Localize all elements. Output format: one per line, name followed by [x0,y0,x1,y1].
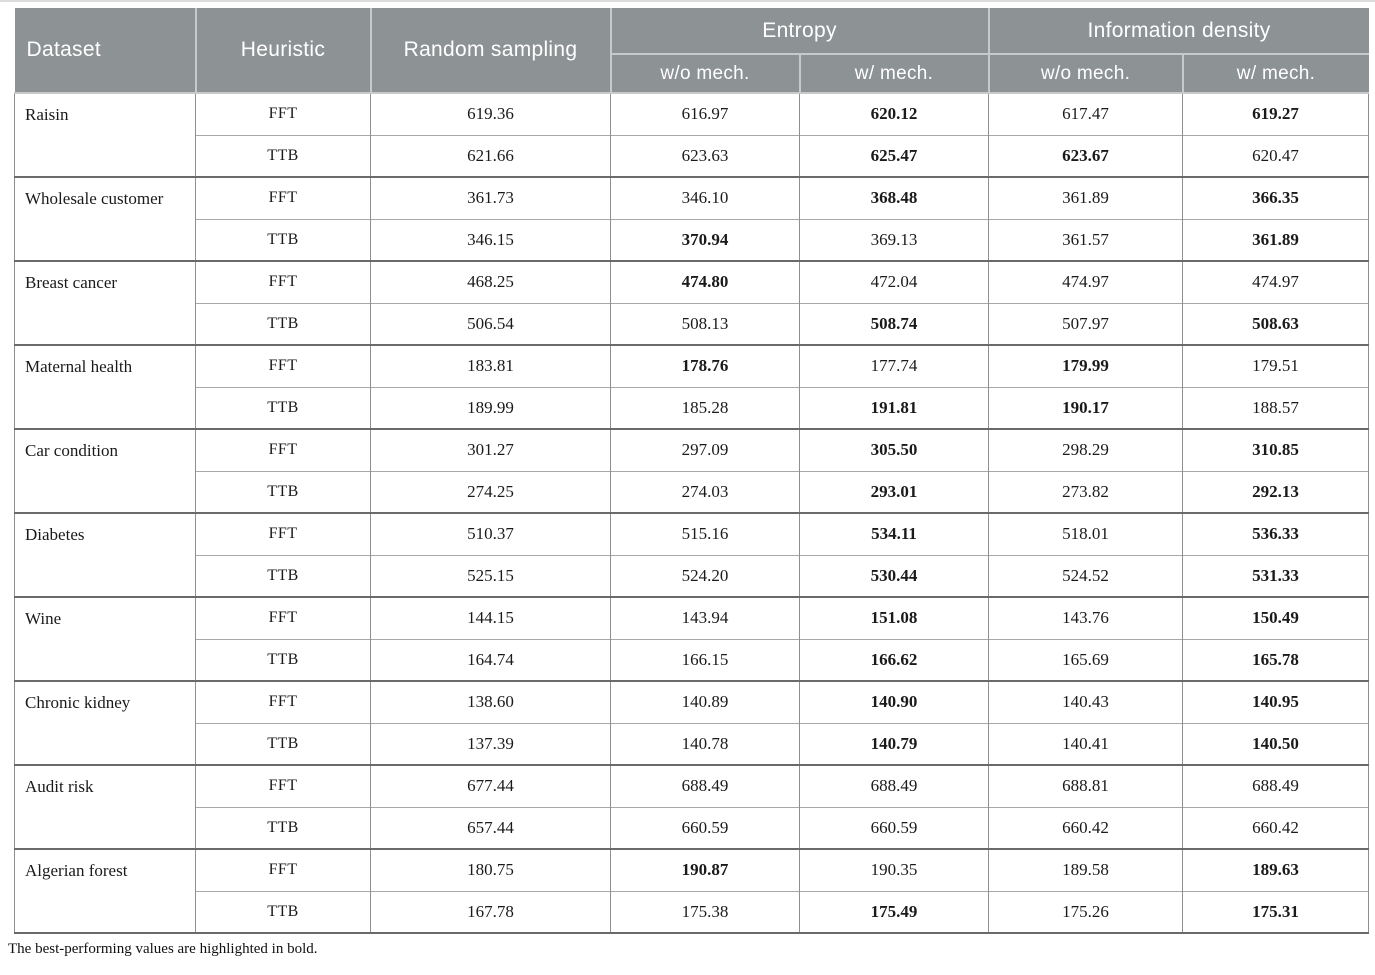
heuristic-cell: TTB [196,807,371,849]
heuristic-cell: FFT [196,597,371,639]
table-row [15,93,1369,135]
value-cell-best: 190.87 [611,849,800,891]
value-cell-best: 508.63 [1183,303,1369,345]
value-cell: 361.57 [989,219,1183,261]
value-cell-best: 150.49 [1183,597,1369,639]
heuristic-cell: TTB [196,135,371,177]
table-row [15,135,1369,177]
table-row [15,681,1369,723]
value-cell: 660.42 [1183,807,1369,849]
value-cell: 688.49 [800,765,989,807]
value-cell-best: 175.49 [800,891,989,933]
value-cell-best: 292.13 [1183,471,1369,513]
heuristic-cell: FFT [196,429,371,471]
value-cell: 507.97 [989,303,1183,345]
dataset-cell: Algerian forest [15,849,196,933]
value-cell: 166.15 [611,639,800,681]
value-cell: 189.58 [989,849,1183,891]
value-cell: 183.81 [371,345,611,387]
value-cell: 688.81 [989,765,1183,807]
value-cell: 660.59 [800,807,989,849]
value-cell-best: 140.90 [800,681,989,723]
value-cell-best: 310.85 [1183,429,1369,471]
value-cell: 623.63 [611,135,800,177]
heuristic-cell: TTB [196,555,371,597]
subheader-infodensity-w-mech: w/ mech. [1183,54,1369,93]
value-cell: 369.13 [800,219,989,261]
table-footnote: The best-performing values are highlighted in bold. [8,941,318,957]
dataset-cell: Breast cancer [15,261,196,345]
value-cell-best: 165.78 [1183,639,1369,681]
value-cell: 617.47 [989,93,1183,135]
value-cell-best: 293.01 [800,471,989,513]
value-cell: 361.73 [371,177,611,219]
heuristic-cell: FFT [196,177,371,219]
table-row [15,177,1369,219]
table-row [15,849,1369,891]
value-cell-best: 531.33 [1183,555,1369,597]
value-cell: 140.89 [611,681,800,723]
value-cell: 660.42 [989,807,1183,849]
heuristic-cell: FFT [196,345,371,387]
value-cell-best: 151.08 [800,597,989,639]
value-cell-best: 191.81 [800,387,989,429]
value-cell: 143.76 [989,597,1183,639]
table-row [15,723,1369,765]
value-cell-best: 166.62 [800,639,989,681]
value-cell: 472.04 [800,261,989,303]
value-cell-best: 175.31 [1183,891,1369,933]
value-cell-best: 474.80 [611,261,800,303]
value-cell: 179.51 [1183,345,1369,387]
heuristic-cell: TTB [196,387,371,429]
value-cell-best: 534.11 [800,513,989,555]
value-cell: 180.75 [371,849,611,891]
table-row [15,345,1369,387]
table-row [15,471,1369,513]
value-cell: 621.66 [371,135,611,177]
value-cell-best: 530.44 [800,555,989,597]
dataset-cell: Diabetes [15,513,196,597]
table-row [15,639,1369,681]
value-cell: 346.10 [611,177,800,219]
value-cell: 657.44 [371,807,611,849]
value-cell-best: 620.12 [800,93,989,135]
dataset-cell: Wine [15,597,196,681]
value-cell: 518.01 [989,513,1183,555]
dataset-cell: Chronic kidney [15,681,196,765]
value-cell: 175.26 [989,891,1183,933]
value-cell: 508.13 [611,303,800,345]
value-cell: 189.99 [371,387,611,429]
value-cell: 188.57 [1183,387,1369,429]
value-cell: 506.54 [371,303,611,345]
value-cell: 143.94 [611,597,800,639]
table-row [15,513,1369,555]
value-cell: 177.74 [800,345,989,387]
heuristic-cell: TTB [196,723,371,765]
value-cell: 525.15 [371,555,611,597]
value-cell: 301.27 [371,429,611,471]
value-cell: 137.39 [371,723,611,765]
subheader-entropy-wo-mech: w/o mech. [611,54,800,93]
heuristic-cell: TTB [196,891,371,933]
column-group-entropy: Entropy [611,8,989,54]
column-header-heuristic: Heuristic [196,8,371,93]
table-body [15,93,1369,933]
table-row [15,765,1369,807]
value-cell: 144.15 [371,597,611,639]
value-cell: 619.36 [371,93,611,135]
value-cell-best: 536.33 [1183,513,1369,555]
value-cell: 164.74 [371,639,611,681]
value-cell: 190.35 [800,849,989,891]
value-cell: 165.69 [989,639,1183,681]
value-cell: 167.78 [371,891,611,933]
value-cell: 510.37 [371,513,611,555]
value-cell: 515.16 [611,513,800,555]
value-cell: 688.49 [1183,765,1369,807]
heuristic-cell: TTB [196,219,371,261]
table-row [15,891,1369,933]
value-cell: 185.28 [611,387,800,429]
heuristic-cell: TTB [196,639,371,681]
column-group-information-density: Information density [989,8,1369,54]
value-cell: 616.97 [611,93,800,135]
value-cell: 140.43 [989,681,1183,723]
table-row [15,387,1369,429]
heuristic-cell: TTB [196,303,371,345]
value-cell: 660.59 [611,807,800,849]
value-cell-best: 189.63 [1183,849,1369,891]
table-row [15,597,1369,639]
value-cell-best: 370.94 [611,219,800,261]
value-cell: 677.44 [371,765,611,807]
dataset-cell: Wholesale customer [15,177,196,261]
heuristic-cell: FFT [196,849,371,891]
value-cell: 474.97 [989,261,1183,303]
value-cell: 273.82 [989,471,1183,513]
value-cell: 524.52 [989,555,1183,597]
column-header-dataset: Dataset [15,8,196,93]
value-cell-best: 623.67 [989,135,1183,177]
value-cell: 140.41 [989,723,1183,765]
value-cell-best: 305.50 [800,429,989,471]
subheader-infodensity-wo-mech: w/o mech. [989,54,1183,93]
value-cell-best: 625.47 [800,135,989,177]
value-cell: 688.49 [611,765,800,807]
heuristic-cell: TTB [196,471,371,513]
table-row [15,429,1369,471]
value-cell-best: 368.48 [800,177,989,219]
value-cell-best: 178.76 [611,345,800,387]
dataset-cell: Audit risk [15,765,196,849]
table-row [15,555,1369,597]
value-cell: 274.25 [371,471,611,513]
table-row [15,807,1369,849]
value-cell: 524.20 [611,555,800,597]
table-header [15,8,1369,93]
table-row [15,261,1369,303]
dataset-cell: Raisin [15,93,196,177]
table-row [15,219,1369,261]
value-cell: 274.03 [611,471,800,513]
value-cell-best: 140.50 [1183,723,1369,765]
value-cell: 298.29 [989,429,1183,471]
value-cell: 138.60 [371,681,611,723]
value-cell-best: 140.95 [1183,681,1369,723]
value-cell-best: 508.74 [800,303,989,345]
value-cell: 175.38 [611,891,800,933]
dataset-cell: Maternal health [15,345,196,429]
heuristic-cell: FFT [196,681,371,723]
heuristic-cell: FFT [196,261,371,303]
value-cell-best: 190.17 [989,387,1183,429]
subheader-entropy-w-mech: w/ mech. [800,54,989,93]
value-cell: 346.15 [371,219,611,261]
value-cell: 140.78 [611,723,800,765]
value-cell-best: 361.89 [1183,219,1369,261]
value-cell: 297.09 [611,429,800,471]
value-cell-best: 179.99 [989,345,1183,387]
value-cell: 474.97 [1183,261,1369,303]
heuristic-cell: FFT [196,93,371,135]
value-cell: 468.25 [371,261,611,303]
value-cell-best: 140.79 [800,723,989,765]
column-header-random-sampling: Random sampling [371,8,611,93]
results-table [14,8,1369,934]
table-row [15,303,1369,345]
value-cell: 361.89 [989,177,1183,219]
value-cell: 620.47 [1183,135,1369,177]
dataset-cell: Car condition [15,429,196,513]
heuristic-cell: FFT [196,765,371,807]
value-cell-best: 619.27 [1183,93,1369,135]
value-cell-best: 366.35 [1183,177,1369,219]
heuristic-cell: FFT [196,513,371,555]
